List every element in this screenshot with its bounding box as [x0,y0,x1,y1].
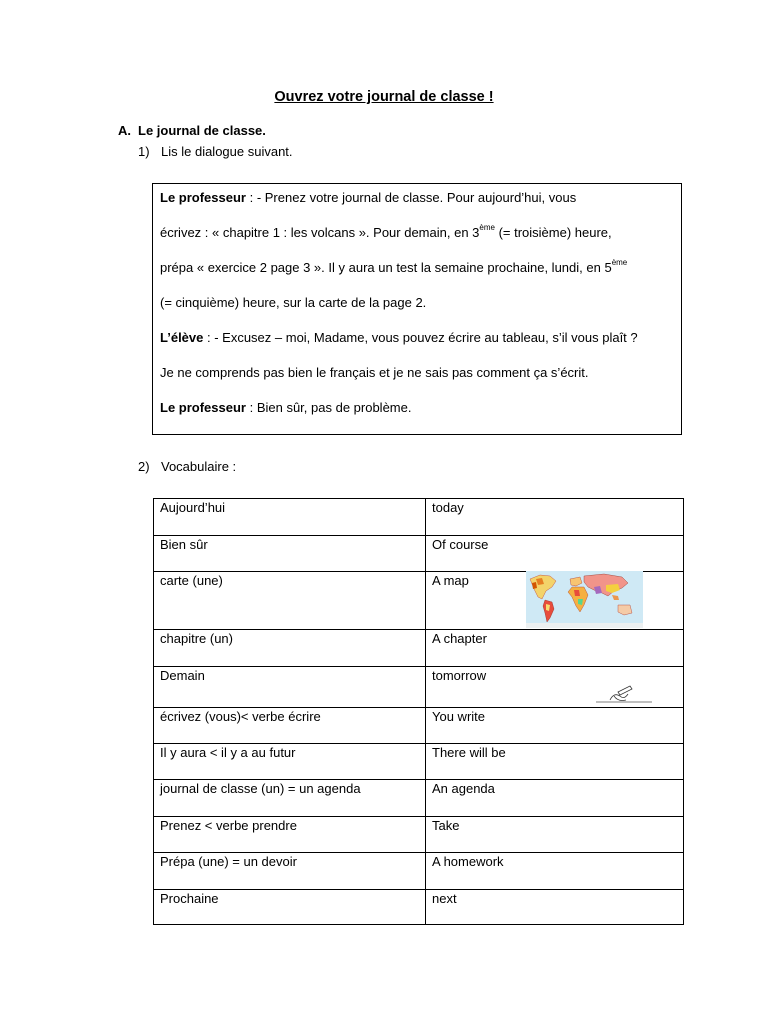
item-2-text: Vocabulaire : [161,459,237,474]
vocab-english: An agenda [426,780,684,817]
table-row [154,708,684,744]
speaker-teacher: Le professeur [160,400,246,415]
world-map-icon [526,571,643,628]
table-row [154,744,684,780]
table-row [154,890,684,925]
vocab-english: You write [426,708,684,744]
table-row [154,536,684,572]
dialogue-line-5: L’élève : - Excusez – moi, Madame, vous pouvez écrire au tableau, s’il vous plaît ? [160,330,638,345]
item-1-number: 1) [138,144,150,159]
vocab-english: Of course [426,536,684,572]
dialogue-line-4: (= cinquième) heure, sur la carte de la page 2. [160,295,427,310]
dialogue-line-6: Je ne comprends pas bien le français et je ne sais pas comment ça s’écrit. [160,365,589,380]
table-row [154,780,684,817]
vocab-english: A chapter [426,630,684,667]
vocab-french: écrivez (vous)< verbe écrire [154,708,426,744]
vocabulary-table [153,498,684,925]
vocab-english: next [426,890,684,925]
section-a-heading [118,123,266,138]
vocab-french: chapitre (un) [154,630,426,667]
vocab-french: Prenez < verbe prendre [154,817,426,853]
item-2-number: 2) [138,459,150,474]
vocab-english: today [426,499,684,536]
item-1 [138,144,293,159]
dialogue-line-3: prépa « exercice 2 page 3 ». Il y aura un test la semaine prochaine, lundi, en 5ème [160,258,628,275]
vocab-english: A homework [426,853,684,890]
vocab-english: A map [426,572,684,630]
world-map-image [526,571,643,628]
vocab-french: carte (une) [154,572,426,630]
section-a-text: Le journal de classe. [138,123,266,138]
vocab-french: Bien sûr [154,536,426,572]
vocab-english: Take [426,817,684,853]
item-2 [138,459,236,474]
table-row [154,817,684,853]
dialogue-line-2: écrivez : « chapitre 1 : les volcans ». Pour demain, en 3ème (= troisième) heure, [160,223,612,240]
table-row [154,853,684,890]
vocab-english: tomorrow [426,667,684,708]
vocab-french: Prochaine [154,890,426,925]
page-title: Ouvrez votre journal de classe ! [274,89,494,105]
dialogue-line-1: Le professeur : - Prenez votre journal de classe. Pour aujourd’hui, vous [160,190,577,205]
dialogue-line-7: Le professeur : Bien sûr, pas de problème. [160,400,412,415]
pen-icon [596,682,652,706]
section-a-label: A. [118,123,131,138]
vocab-french: Aujourd’hui [154,499,426,536]
vocab-french: Prépa (une) = un devoir [154,853,426,890]
pen-writing-image [596,682,652,706]
vocab-english: There will be [426,744,684,780]
vocab-french: Il y aura < il y a au futur [154,744,426,780]
speaker-teacher: Le professeur [160,190,246,205]
vocab-french: journal de classe (un) = un agenda [154,780,426,817]
table-row [154,499,684,536]
item-1-text: Lis le dialogue suivant. [161,144,293,159]
speaker-student: L’élève [160,330,204,345]
vocab-french: Demain [154,667,426,708]
table-row [154,630,684,667]
dialogue-box [152,183,682,435]
